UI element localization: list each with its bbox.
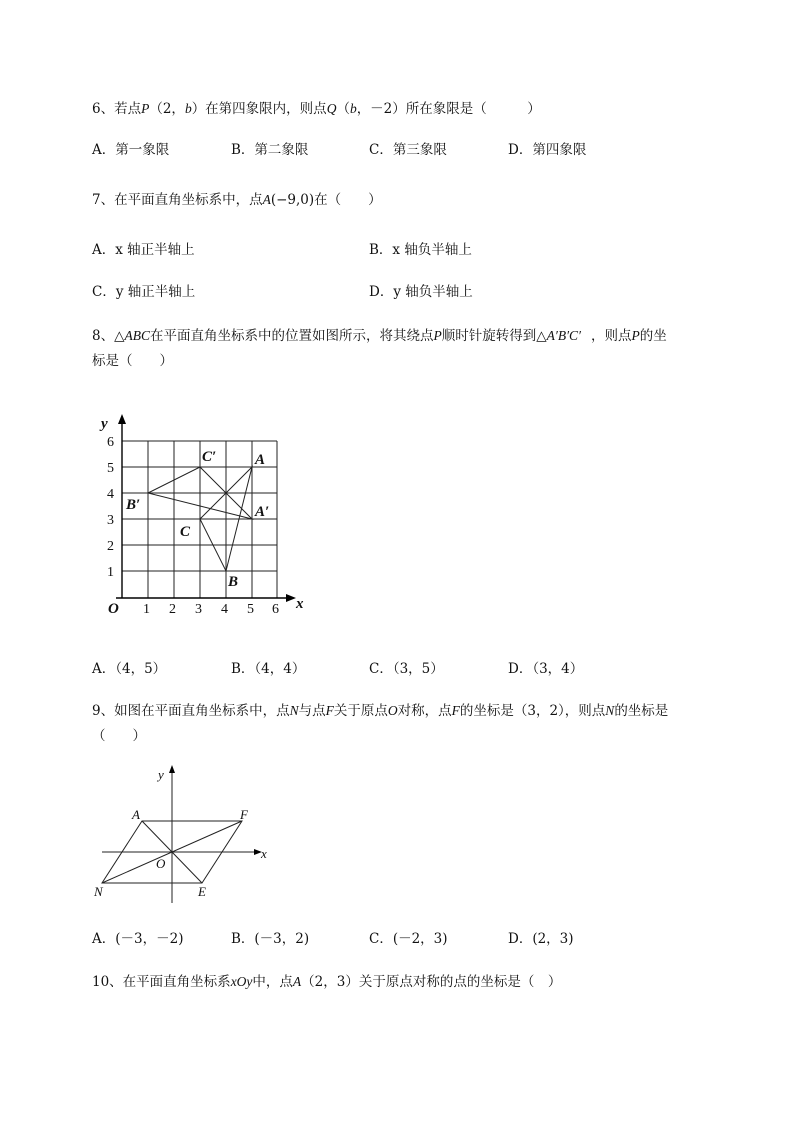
q6-var-b: b — [184, 101, 192, 116]
point-b-label: B — [228, 574, 239, 590]
q9-point-n: N — [289, 703, 299, 718]
y-tick: 2 — [107, 539, 114, 554]
q8-triangle-abc-prime: A′B′C′ — [546, 328, 581, 343]
q9-point-f: F — [325, 703, 334, 718]
q9-coordinate-figure — [92, 763, 282, 903]
q8-option-b[interactable]: B．（4，4） — [231, 661, 306, 677]
question-7-stem — [92, 191, 382, 209]
x-tick: 5 — [247, 602, 254, 617]
y-tick: 4 — [107, 487, 114, 502]
q7-point-a: A — [262, 192, 271, 207]
x-axis-label: x — [296, 596, 304, 612]
q9-option-a[interactable]: A．(－3，－2) — [92, 931, 184, 947]
q6-option-d[interactable]: D．第四象限 — [508, 142, 587, 158]
y-axis-arrow-icon — [118, 414, 126, 424]
point-c-label: C — [180, 524, 191, 540]
q9-text: 的坐标是 — [614, 703, 669, 719]
x-tick: 3 — [195, 602, 202, 617]
q6-text: 6、若点 — [92, 101, 142, 117]
x-axis-arrow-icon — [286, 594, 296, 602]
q7-option-d[interactable]: D．y 轴负半轴上 — [369, 284, 473, 300]
q8-text: 8、△ — [92, 328, 125, 344]
q10-text: 10、在平面直角坐标系 — [92, 974, 231, 990]
q6-option-c[interactable]: C．第三象限 — [369, 142, 447, 158]
q8-coordinate-figure — [92, 408, 322, 628]
q9-text: 的坐标是（3，2），则点 — [459, 703, 606, 719]
x-tick: 1 — [143, 602, 150, 617]
question-9-stem-line2: （ ） — [92, 728, 146, 744]
q9-point-e-label: E — [198, 884, 206, 899]
q7-text: 7、在平面直角坐标系中，点 — [92, 192, 263, 208]
q9-option-b[interactable]: B．(－3，2) — [231, 931, 310, 947]
y-tick: 1 — [107, 565, 114, 580]
q9-point-o: O — [387, 703, 398, 718]
q6-text: ）在第四象限内，则点 — [191, 101, 327, 117]
q8-point-p: P — [433, 328, 442, 343]
q6-point-q: Q — [326, 101, 337, 116]
q8-text: 在平面直角坐标系中的位置如图所示，将其绕点 — [149, 328, 434, 344]
q8-option-c[interactable]: C．（3，5） — [369, 661, 444, 677]
q7-text: 在（ ） — [314, 192, 382, 208]
question-10-stem — [92, 973, 561, 991]
point-a-prime-label: A′ — [255, 504, 270, 520]
q8-option-a[interactable]: A．（4，5） — [92, 661, 167, 677]
q9-text: 对称，点 — [397, 703, 452, 719]
q10-point-a: A — [292, 974, 302, 989]
q10-text: （2，3）关于原点对称的点的坐标是（ ） — [301, 974, 562, 990]
q10-xoy: xOy — [230, 974, 253, 989]
q9-point-f: F — [451, 703, 460, 718]
q8-option-d[interactable]: D．（3，4） — [508, 661, 584, 677]
q9-text: 9、如图在平面直角坐标系中，点 — [92, 703, 290, 719]
q7-option-c[interactable]: C．y 轴正半轴上 — [92, 284, 196, 300]
q6-text: ，－2）所在象限是（ ） — [356, 101, 541, 117]
q7-coords: (−9,0) — [270, 192, 315, 208]
y-axis-arrow-icon — [169, 765, 175, 773]
q9-point-n-label: N — [94, 884, 103, 899]
question-9-stem-line1 — [92, 702, 668, 720]
q8-text: 顺时针旋转得到△ — [441, 328, 547, 344]
q10-text: 中，点 — [252, 974, 293, 990]
q7-option-a[interactable]: A．x 轴正半轴上 — [92, 242, 195, 258]
q6-text: （2， — [149, 101, 185, 117]
q9-text: 与点 — [298, 703, 326, 719]
q9-option-c[interactable]: C．(－2，3) — [369, 931, 448, 947]
point-a-label: A — [255, 452, 266, 468]
q9-x-label: x — [261, 846, 267, 861]
y-tick: 6 — [107, 435, 114, 450]
q7-option-b[interactable]: B．x 轴负半轴上 — [369, 242, 472, 258]
q9-point-n: N — [605, 703, 615, 718]
x-tick: 2 — [169, 602, 176, 617]
q9-point-a-label: A — [132, 807, 140, 822]
q9-option-d[interactable]: D．(2，3) — [508, 931, 574, 947]
q6-option-b[interactable]: B．第二象限 — [231, 142, 309, 158]
y-tick: 3 — [107, 513, 114, 528]
x-tick: 4 — [221, 602, 228, 617]
x-tick: 6 — [272, 602, 279, 617]
origin-label: O — [108, 601, 119, 617]
y-axis-label: y — [101, 416, 108, 432]
question-8-stem-line2: 标是（ ） — [92, 353, 173, 369]
q6-var-b: b — [349, 101, 357, 116]
y-tick: 5 — [107, 461, 114, 476]
question-6-stem — [92, 100, 541, 118]
q8-point-p: P — [631, 328, 640, 343]
q9-point-f-label: F — [240, 807, 248, 822]
point-b-prime-label: B′ — [126, 497, 141, 513]
q9-text: 关于原点 — [333, 703, 388, 719]
q9-point-o-label: O — [156, 856, 166, 871]
q8-text: ，则点 — [590, 328, 632, 344]
q6-text: （ — [336, 101, 350, 117]
q6-point-p: P — [141, 101, 150, 116]
point-c-prime-label: C′ — [202, 449, 217, 465]
q9-y-label: y — [158, 767, 164, 782]
question-8-stem-line1: 8、△ABC在平面直角坐标系中的位置如图所示，将其绕点P顺时针旋转得到△A′B′C′ ，则点P的坐 — [92, 328, 667, 344]
q8-triangle-abc: ABC — [124, 328, 150, 343]
q6-option-a[interactable]: A．第一象限 — [92, 142, 170, 158]
